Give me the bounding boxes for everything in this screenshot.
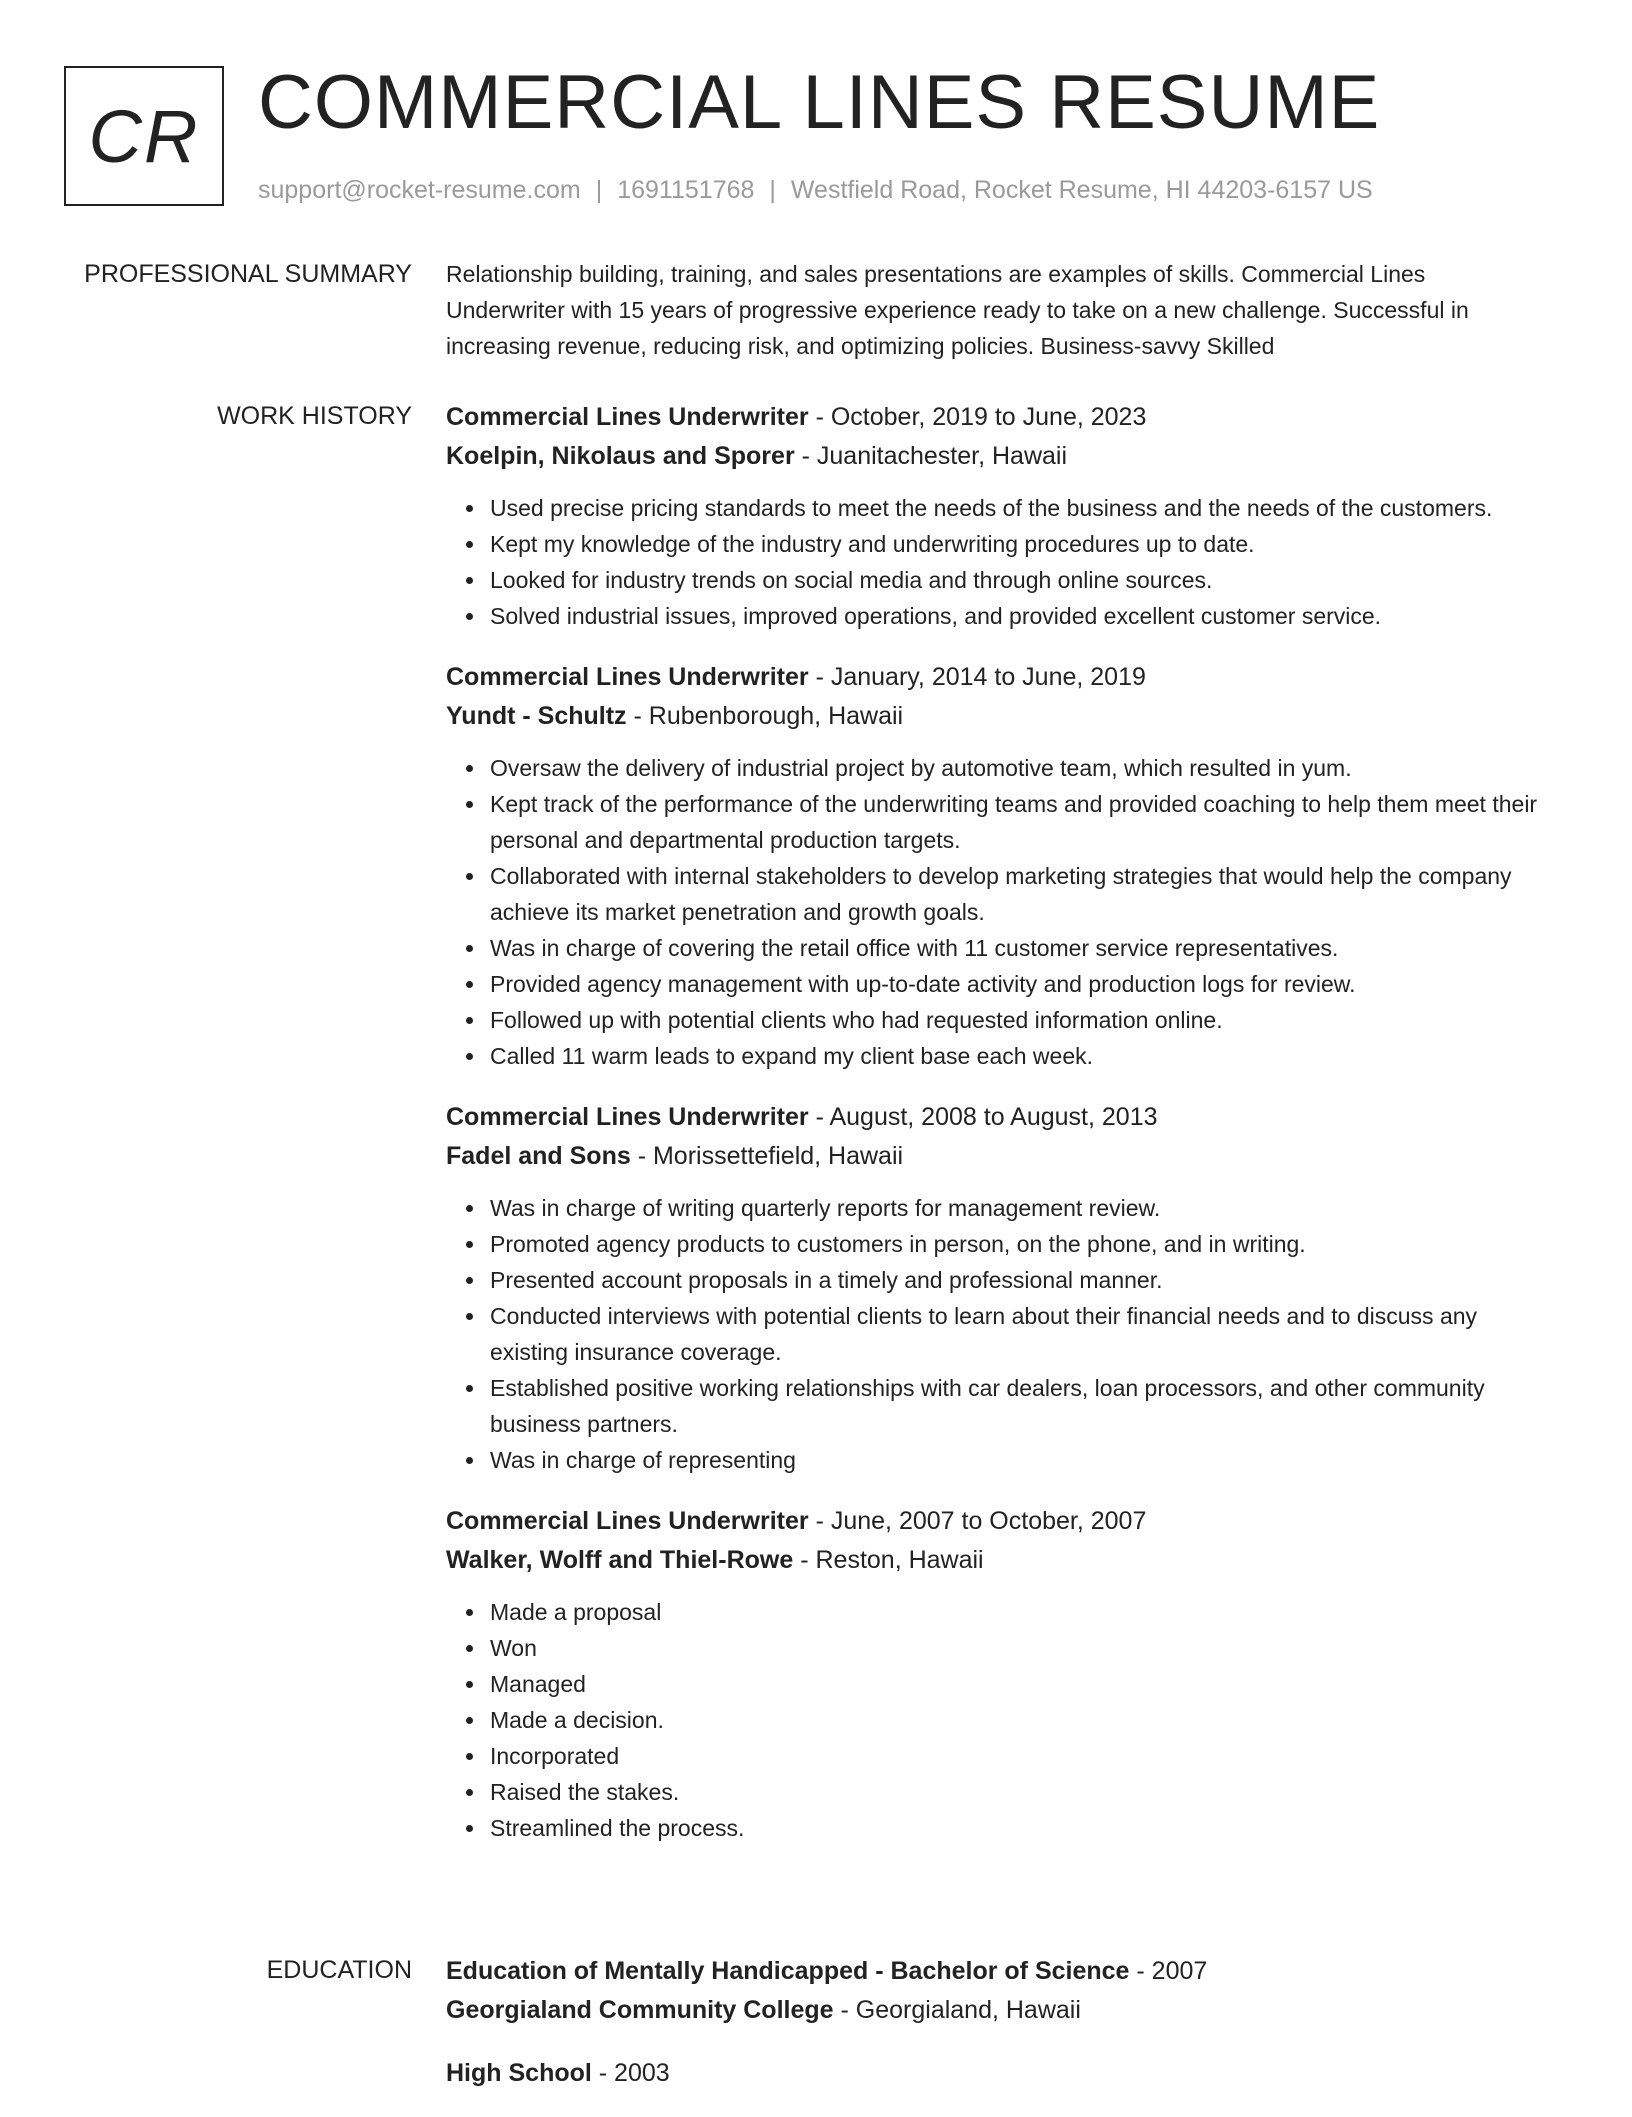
job-dates: - January, 2014 to June, 2019	[808, 663, 1146, 691]
job-bullet: Kept my knowledge of the industry and underwriting procedures up to date.	[490, 526, 1546, 562]
education-year: - 2003	[591, 2059, 670, 2087]
job-bullet: Followed up with potential clients who had requested information online.	[490, 1002, 1546, 1038]
job-bullet: Collaborated with internal stakeholders to develop marketing strategies that would help the company achieve its market penetration and growth goals.	[490, 858, 1546, 930]
job-title: Commercial Lines Underwriter	[446, 403, 809, 431]
job-bullet: Made a proposal	[490, 1594, 1546, 1630]
job-title: Commercial Lines Underwriter	[446, 1103, 809, 1131]
job-bullet: Established positive working relationships with car dealers, loan processors, and other community business partners.	[490, 1370, 1546, 1442]
contact-email[interactable]: support@rocket-resume.com	[258, 176, 581, 204]
job-company: Walker, Wolff and Thiel-Rowe	[446, 1546, 794, 1574]
education-degree: Education of Mentally Handicapped - Bachelor of Science	[446, 1957, 1130, 1985]
education-body	[446, 1952, 1546, 2117]
job-entry	[446, 1502, 1546, 1846]
job-entry	[446, 398, 1546, 634]
contact-address: Westfield Road, Rocket Resume, HI 44203-6157 US	[790, 176, 1373, 204]
job-bullet: Was in charge of writing quarterly reports for management review.	[490, 1190, 1546, 1226]
job-entry	[446, 658, 1546, 1074]
monogram-badge	[64, 66, 224, 206]
summary-text: Relationship building, training, and sales presentations are examples of skills. Commercial Lines Underwriter with 15 years of progressive experience ready to take on a new challenge. Successful in increasing revenue, reducing risk, and optimizing policies. Business-savvy Skilled	[446, 261, 1469, 359]
resume-title: COMMERCIAL LINES RESUME	[258, 60, 1381, 145]
job-bullet: Managed	[490, 1666, 1546, 1702]
job-bullet: Looked for industry trends on social media and through online sources.	[490, 562, 1546, 598]
job-bullet: Made a decision.	[490, 1702, 1546, 1738]
job-bullets	[446, 1190, 1546, 1478]
job-bullet: Raised the stakes.	[490, 1774, 1546, 1810]
job-bullet: Was in charge of representing	[490, 1442, 1546, 1478]
monogram-text: CR	[88, 94, 200, 178]
contact-separator: |	[595, 176, 603, 204]
job-company-line	[446, 1541, 1546, 1580]
education-school: Georgialand Community College	[446, 1996, 834, 2024]
education-label: EDUCATION	[266, 1956, 412, 1984]
summary-body	[446, 256, 1546, 364]
job-entry	[446, 1098, 1546, 1478]
summary-label: PROFESSIONAL SUMMARY	[84, 260, 412, 288]
job-title-line	[446, 398, 1546, 437]
job-bullet: Incorporated	[490, 1738, 1546, 1774]
job-bullets	[446, 490, 1546, 634]
job-bullet: Kept track of the performance of the underwriting teams and provided coaching to help them meet their personal and departmental production targets.	[490, 786, 1546, 858]
contact-separator: |	[769, 176, 776, 204]
job-title-line	[446, 1098, 1546, 1137]
job-company: Koelpin, Nikolaus and Sporer	[446, 442, 795, 470]
job-bullet: Oversaw the delivery of industrial project by automotive team, which resulted in yum.	[490, 750, 1546, 786]
job-bullet: Promoted agency products to customers in person, on the phone, and in writing.	[490, 1226, 1546, 1262]
job-location: - Morissettefield, Hawaii	[630, 1142, 904, 1170]
job-dates: - August, 2008 to August, 2013	[808, 1103, 1158, 1131]
job-location: - Juanitachester, Hawaii	[794, 442, 1068, 470]
education-entry	[446, 1952, 1546, 2030]
job-company-line	[446, 437, 1546, 476]
job-company: Fadel and Sons	[446, 1142, 631, 1170]
job-bullet: Provided agency management with up-to-date activity and production logs for review.	[490, 966, 1546, 1002]
job-bullet: Was in charge of covering the retail office with 11 customer service representatives.	[490, 930, 1546, 966]
education-degree: High School	[446, 2059, 592, 2087]
job-dates: - October, 2019 to June, 2023	[808, 403, 1147, 431]
education-school-line	[446, 1991, 1546, 2030]
work-history-body	[446, 398, 1546, 1870]
job-bullet: Streamlined the process.	[490, 1810, 1546, 1846]
job-bullets	[446, 1594, 1546, 1846]
job-bullet: Presented account proposals in a timely and professional manner.	[490, 1262, 1546, 1298]
job-company-line	[446, 697, 1546, 736]
job-bullet: Called 11 warm leads to expand my client base each week.	[490, 1038, 1546, 1074]
job-bullets	[446, 750, 1546, 1074]
job-dates: - June, 2007 to October, 2007	[808, 1507, 1147, 1535]
job-company-line	[446, 1137, 1546, 1176]
job-title: Commercial Lines Underwriter	[446, 663, 809, 691]
job-bullet: Solved industrial issues, improved operations, and provided excellent customer service.	[490, 598, 1546, 634]
contact-line	[258, 175, 1373, 205]
job-title: Commercial Lines Underwriter	[446, 1507, 809, 1535]
job-location: - Rubenborough, Hawaii	[626, 702, 904, 730]
job-company: Yundt - Schultz	[446, 702, 627, 730]
job-title-line	[446, 1502, 1546, 1541]
education-entry	[446, 2054, 1546, 2093]
job-bullet: Used precise pricing standards to meet the needs of the business and the needs of the customers.	[490, 490, 1546, 526]
work-history-label: WORK HISTORY	[217, 402, 412, 430]
education-degree-line	[446, 1952, 1546, 1991]
education-degree-line	[446, 2054, 1546, 2093]
job-title-line	[446, 658, 1546, 697]
education-year: - 2007	[1129, 1957, 1208, 1985]
job-bullet: Conducted interviews with potential clients to learn about their financial needs and to discuss any existing insurance coverage.	[490, 1298, 1546, 1370]
job-bullet: Won	[490, 1630, 1546, 1666]
job-location: - Reston, Hawaii	[793, 1546, 984, 1574]
contact-phone[interactable]: 1691151768	[617, 176, 755, 204]
education-location: - Georgialand, Hawaii	[833, 1996, 1081, 2024]
